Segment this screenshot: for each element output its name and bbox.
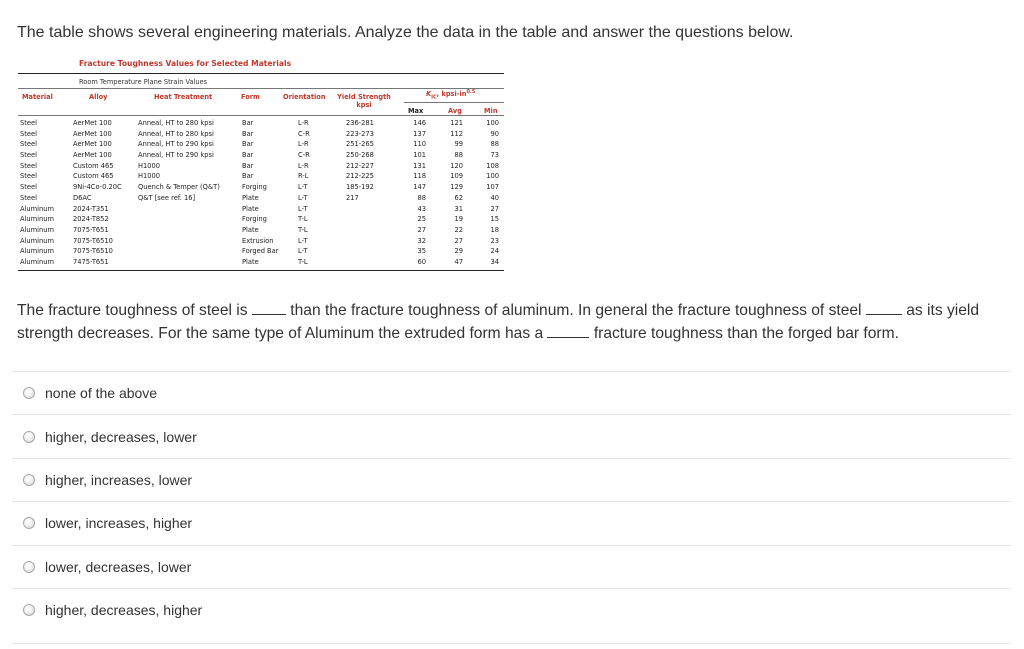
table-subtitle: Room Temperature Plane Strain Values — [79, 78, 208, 86]
table-row: Steel 9Ni-4Co-0.20C Quench & Temper (Q&T) Forging L-T 185-192 147 129 107 — [20, 183, 499, 192]
table-row: Steel Custom 465 H1000 Bar R-L 212-225 118 109 100 — [20, 172, 499, 181]
answer-option-label: higher, increases, lower — [45, 471, 193, 488]
blank-3 — [547, 325, 589, 338]
header-max: Max — [408, 107, 424, 115]
header-kic: $K_{IC}$, kpsi-$in^{0.5}$ — [426, 89, 476, 101]
table-row: Steel AerMet 100 Anneal, HT to 280 kpsi Bar L-R 236-281 146 121 100 — [20, 119, 499, 127]
table-row: Steel AerMet 100 Anneal, HT to 290 kpsi Bar L-R 251-265 110 99 88 — [20, 140, 499, 149]
header-form: Form — [241, 93, 260, 101]
table-row: Aluminum 2024-T351 Plate L-T 43 31 27 — [20, 204, 499, 213]
header-min: Min — [484, 107, 498, 115]
header-avg: Avg — [448, 107, 462, 115]
answer-option[interactable] — [12, 414, 1011, 457]
table-title: Fracture Toughness Values for Selected Materials — [79, 59, 292, 68]
table-row: Aluminum 2024-T852 Forging T-L 25 19 15 — [20, 215, 499, 224]
fill-in-part-2: than the fracture toughness of aluminum. In general the fracture toughness of steel — [290, 302, 862, 319]
fill-in-part-4: fracture toughness than the forged bar form. — [593, 325, 899, 342]
table-row: Steel AerMet 100 Anneal, HT to 290 kpsi Bar C-R 250-268 101 88 73 — [20, 151, 499, 160]
header-material: Material — [22, 93, 53, 101]
blank-1 — [252, 302, 286, 315]
answer-option-label: higher, decreases, lower — [45, 428, 197, 445]
options-bottom-divider — [12, 643, 1011, 644]
radio-button-icon[interactable] — [23, 517, 35, 529]
table-row: Aluminum 7075-T6510 Forged Bar L-T 35 29 24 — [20, 247, 499, 256]
answer-option[interactable] — [12, 545, 1011, 588]
kic-underline — [404, 102, 504, 103]
header-yield-strength: Yield Strength — [337, 93, 391, 101]
question-intro: The table shows several engineering materials. Analyze the data in the table and answer the questions below. — [17, 24, 794, 41]
table-row: Aluminum 7075-T651 Plate T-L 27 22 18 — [20, 225, 499, 234]
answer-option-label: lower, decreases, lower — [45, 558, 192, 575]
table-row: Steel Custom 465 H1000 Bar L-R 212-227 131 120 108 — [20, 161, 499, 170]
header-yield-unit: kpsi — [356, 101, 372, 109]
table-row: Steel AerMet 100 Anneal, HT to 280 kpsi Bar C-R 223-273 137 112 90 — [20, 129, 499, 138]
table-row: Steel D6AC Q&T [see ref. 16] Plate L-T 217 88 62 40 — [20, 193, 499, 202]
answer-option[interactable] — [12, 588, 1011, 631]
header-heat-treatment: Heat Treatment — [154, 93, 213, 101]
table-header-rule — [18, 115, 504, 116]
answer-option[interactable] — [12, 371, 1011, 414]
fill-in-part-3: as its yield strength decreases. For the same type of Aluminum the extruded form has a — [17, 302, 980, 342]
header-orientation: Orientation — [283, 93, 326, 101]
radio-button-icon[interactable] — [23, 561, 35, 573]
radio-button-icon[interactable] — [23, 431, 35, 443]
radio-button-icon[interactable] — [23, 604, 35, 616]
answer-option[interactable] — [12, 501, 1011, 544]
fill-in-part-1: The fracture toughness of steel is — [17, 302, 248, 319]
table-bottom-rule — [18, 270, 504, 271]
table-top-rule — [18, 73, 504, 74]
answer-option-label: none of the above — [45, 385, 158, 402]
table-body — [18, 119, 504, 269]
header-alloy: Alloy — [89, 93, 108, 101]
blank-2 — [866, 302, 902, 315]
answer-option[interactable] — [12, 458, 1011, 501]
table-row: Aluminum 7475-T651 Plate T-L 60 47 34 — [20, 257, 499, 266]
answer-option-label: lower, increases, higher — [45, 515, 193, 532]
radio-button-icon[interactable] — [23, 387, 35, 399]
answer-option-label: higher, decreases, higher — [45, 602, 203, 619]
fill-in-question — [17, 299, 1012, 345]
radio-button-icon[interactable] — [23, 474, 35, 486]
table-row: Aluminum 7075-T6510 Extrusion L-T 32 27 23 — [20, 236, 499, 245]
answer-options — [12, 371, 1011, 631]
